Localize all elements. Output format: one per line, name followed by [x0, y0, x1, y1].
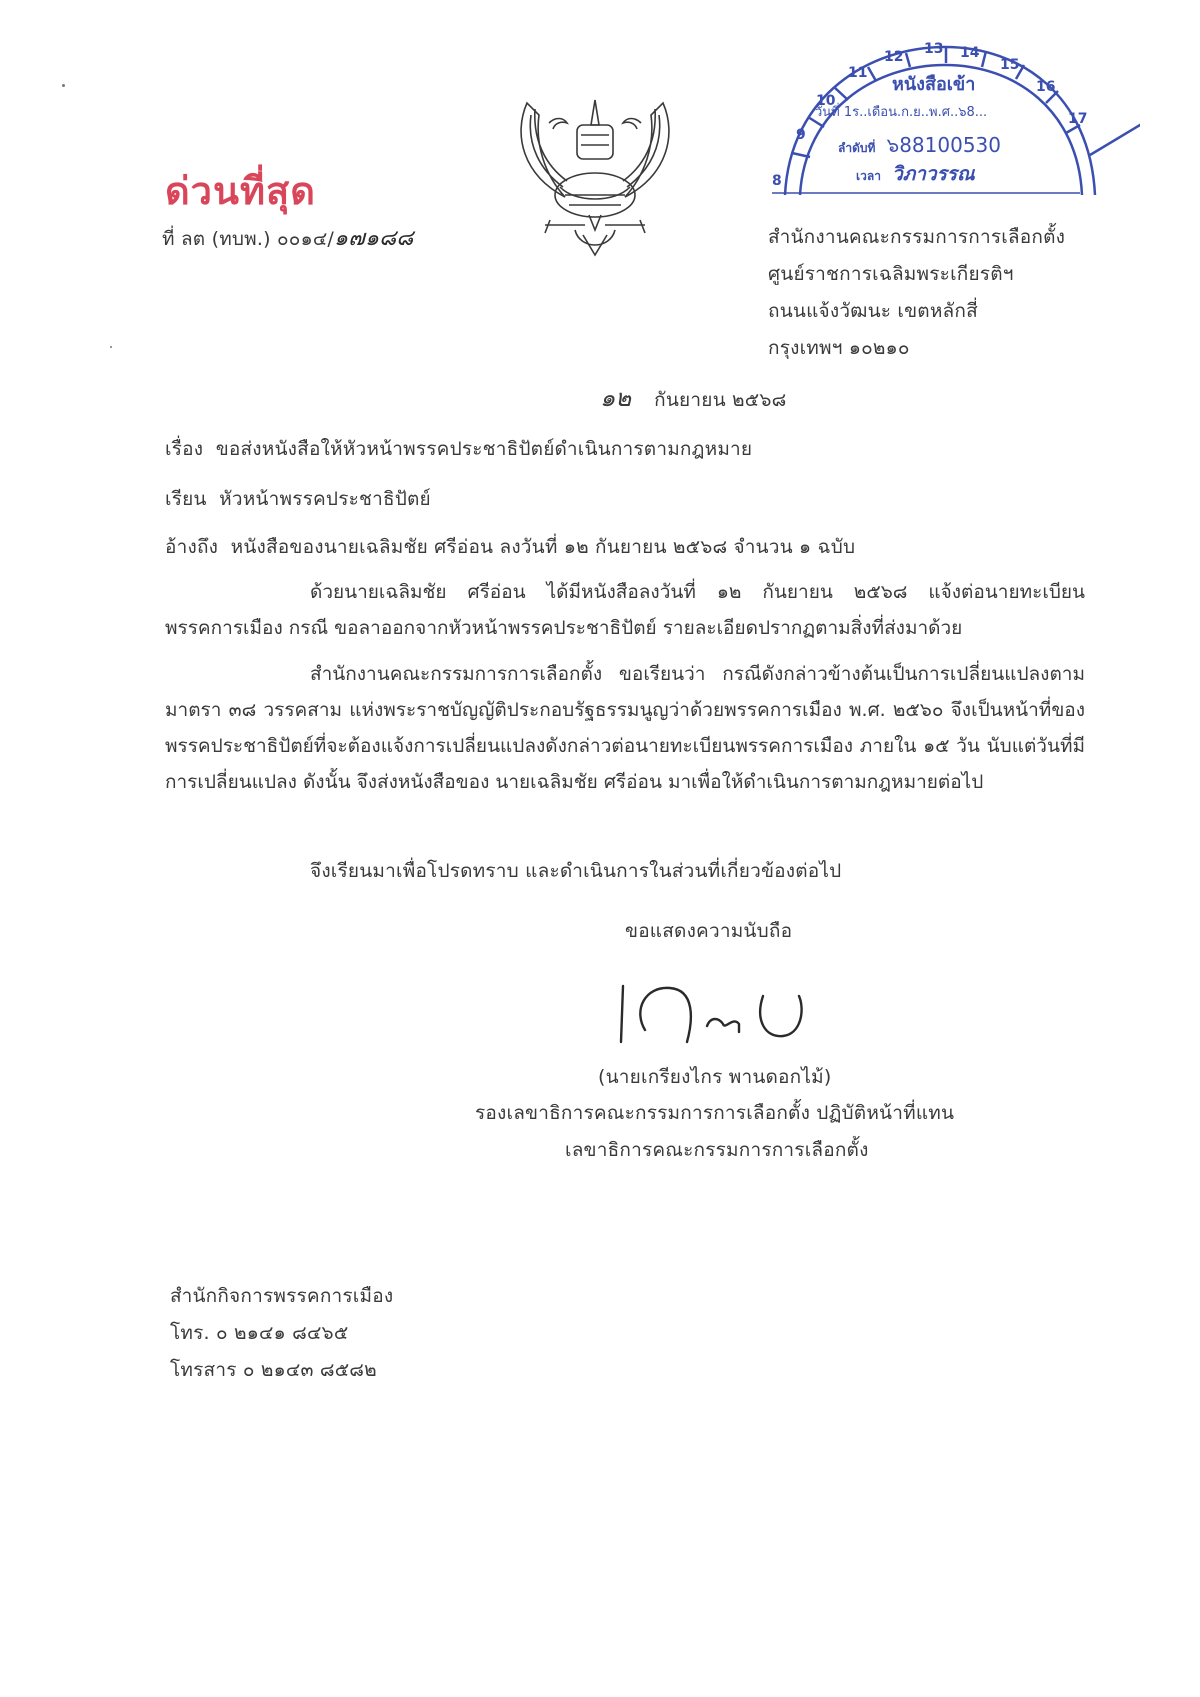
stamp-time: [856, 159, 975, 189]
footer-department: สำนักกิจการพรรคการเมือง: [170, 1285, 394, 1307]
subject-label: เรื่อง: [165, 438, 204, 460]
recipient-line: [165, 490, 431, 509]
svg-text:14: 14: [960, 45, 980, 61]
signatory-position-line-2: เลขาธิการคณะกรรมการการเลือกตั้ง: [565, 1139, 869, 1161]
stamp-time-value: วิภาวรรณ: [892, 163, 975, 185]
svg-text:8: 8: [772, 173, 782, 189]
body-paragraph-3: จึงเรียนมาเพื่อโปรดทราบ และดำเนินการในส่วนที่เกี่ยวข้องต่อไป: [310, 860, 842, 882]
recipient-label: เรียน: [165, 488, 207, 510]
svg-text:13: 13: [924, 41, 944, 57]
stamp-number-value: ๖88100530: [886, 133, 1002, 157]
scan-speck: [62, 84, 65, 87]
reference-label: อ้างถึง: [165, 536, 219, 558]
urgency-label: ด่วนที่สุด: [165, 169, 316, 213]
body-paragraph-2: สำนักงานคณะกรรมการการเลือกตั้ง ขอเรียนว่า กรณีดังกล่าวข้างต้นเป็นการเปลี่ยนแปลงตามมาตรา ๓๘ วรรคสาม แห่งพระราชบัญญัติประกอบรัฐธรรมนูญว่าด้วยพรรคการเมือง พ.ศ. ๒๕๖๐ จึงเป็นหน้าที่ของพรรคประชาธิปัตย์ที่จะต้องแจ้งการเปลี่ยนแปลงดังกล่าวต่อนายทะเบียนพรรคการเมือง ภายใน ๑๕ วัน นับแต่วันที่มีการเปลี่ยนแปลง ดังนั้น จึงส่งหนังสือของ นายเฉลิมชัย ศรีอ่อน มาเพื่อให้ดำเนินการตามกฎหมายต่อไป: [165, 663, 1085, 793]
reference-prefix: ที่ ลต (ทบพ.) ๐๐๑๔/: [162, 228, 335, 250]
garuda-emblem-icon: [505, 95, 685, 260]
footer-fax: โทรสาร ๐ ๒๑๔๓ ๘๕๘๒: [170, 1359, 377, 1381]
scan-speck: [110, 346, 112, 348]
address-line: ศูนย์ราชการเฉลิมพระเกียรติฯ: [768, 263, 1014, 285]
svg-text:11: 11: [848, 65, 868, 81]
stamp-number: [838, 129, 1001, 161]
svg-text:17: 17: [1068, 111, 1088, 127]
svg-text:15: 15: [1000, 57, 1020, 73]
stamp-title: หนังสือเข้า: [892, 74, 976, 95]
closing-salutation: ขอแสดงความนับถือ: [625, 920, 793, 942]
subject-line: [165, 440, 752, 459]
signatory-name: (นายเกรียงไกร พานดอกไม้): [598, 1066, 832, 1088]
document-reference: [162, 228, 413, 250]
svg-text:12: 12: [884, 49, 904, 65]
date-month-year: กันยายน ๒๕๖๘: [654, 389, 787, 411]
signature-icon: [615, 980, 835, 1050]
subject-text: ขอส่งหนังสือให้หัวหน้าพรรคประชาธิปัตย์ดำเนินการตามกฎหมาย: [215, 438, 753, 460]
reference-handwritten-number: ๑๗๑๘๘: [334, 226, 414, 251]
stamp-date-line: วันที่ 1ร..เดือน.ก.ย..พ.ศ..๖8...: [815, 105, 988, 120]
reference-line: [165, 538, 855, 557]
address-line: สำนักงานคณะกรรมการการเลือกตั้ง: [768, 226, 1066, 248]
stamp-number-label: ลำดับที่: [838, 141, 876, 155]
signatory-position-line-1: รองเลขาธิการคณะกรรมการการเลือกตั้ง ปฏิบัติหน้าที่แทน: [475, 1102, 955, 1124]
address-line: กรุงเทพฯ ๑๐๒๑๐: [768, 337, 910, 359]
letter-date: [600, 378, 786, 417]
body-paragraph-1: ด้วยนายเฉลิมชัย ศรีอ่อน ได้มีหนังสือลงวันที่ ๑๒ กันยายน ๒๕๖๘ แจ้งต่อนายทะเบียนพรรคการเมือง กรณี ขอลาออกจากหัวหน้าพรรคประชาธิปัตย์ รายละเอียดปรากฏตามสิ่งที่ส่งมาด้วย: [165, 581, 1085, 639]
reference-text: หนังสือของนายเฉลิมชัย ศรีอ่อน ลงวันที่ ๑๒ กันยายน ๒๕๖๘ จำนวน ๑ ฉบับ: [230, 536, 856, 558]
stamp-time-label: เวลา: [856, 169, 881, 183]
date-day-handwritten: ๑๒: [600, 384, 632, 412]
recipient-text: หัวหน้าพรรคประชาธิปัตย์: [219, 488, 431, 510]
svg-text:16: 16: [1036, 79, 1056, 95]
footer-phone: โทร. ๐ ๒๑๔๑ ๘๔๖๕: [170, 1322, 349, 1344]
svg-text:10: 10: [816, 93, 836, 109]
svg-text:9: 9: [796, 127, 806, 143]
address-line: ถนนแจ้งวัฒนะ เขตหลักสี่: [768, 300, 978, 322]
received-stamp: [760, 35, 1140, 205]
